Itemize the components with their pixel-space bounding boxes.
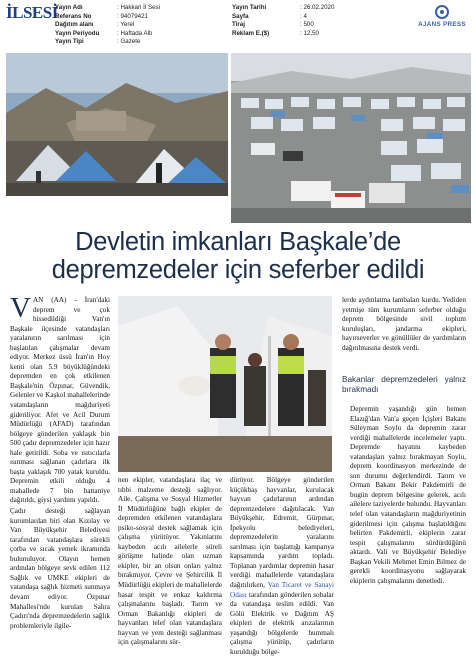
paragraph-text: tarafından gönderilen sobalar da vatandaşa teslim edildi. Van Gölü Elektrik ve Dağıtım AŞ ekipleri de elektrik arızalarının yaşandığı bölgelerde hummalı çalışma yürütüp, çadırların kurulduğu bölge- — [230, 590, 334, 656]
tent-camp-image — [231, 53, 471, 223]
meta-row — [55, 4, 160, 13]
headline-line-1: Devletin imkanları Başkale’de — [75, 228, 401, 256]
drop-cap: V — [10, 292, 31, 324]
meta-key: Referans No — [55, 12, 92, 20]
meta-row — [55, 13, 160, 22]
highlighted-organization: Van Ticaret ve Sanayi Odası — [230, 581, 334, 599]
paragraph-text: dürüyor. Bölgeye gönderilen küçükbaş hayvanlar, kurulacak hayvan çadırlarının ardından depremzedelere dağıtılacak. Van Büyükşehir, Edremit, Gürpınar, İpekyolu belediyeleri, depremzedelerin yaralarını sarılması için başlattığı kampanya kapsamında yardım topladı. Toplanan yardımlar depremin hasar verdiği mahallelerde vatandaşlara dağıtılırken, — [230, 476, 334, 590]
article-column-2 — [118, 476, 222, 649]
article-column-3 — [230, 476, 334, 658]
meta-row — [232, 21, 334, 30]
headline-line-2: depremzedeler için seferber edildi — [51, 256, 425, 284]
meta-value: : 4 — [300, 12, 307, 20]
paragraph-text: AN (AA) - İran'daki deprem ve çok hissedildiği Van'ın Başkale ilçesinde vatandaşları yaralanırın sarılması için başlatılan çalışmalar devam ediyor. Merkez üssü İran'ın Hoy kenti olan 5.9 büyüklüğündeki depremden en çok etkilenen Başkale'nin Özpınar, Güvendik, Gelenler ve Kaşkol mahallelerinde vatandaşların mağduriyeti gideriliyor. Afet ve Acil Durum Müdürlüğü (AFAD) tarafından bölgeye gönderilen yaklaşık bin 500 çadır depremzedeler için hazır hale getirildi. Soba ve ısıtıcılarla ısınması sağlanan çadırlara ilk başta yaklaşık 700 yatak kuruldu. Depremin etkili olduğu 4 mahallede 7 bin battaniye dağıtıldı, giysi yardımı yapıldı. — [10, 296, 110, 505]
meta-value: : 12,50 — [300, 29, 319, 37]
article-column-4-bottom — [350, 405, 466, 587]
meta-value: : Haftada Altı — [117, 29, 153, 37]
publication-meta-right — [232, 4, 334, 38]
article-paragraph — [230, 476, 334, 657]
meta-row — [55, 21, 160, 30]
article-column-4-top — [342, 296, 466, 354]
newspaper-logo — [6, 3, 58, 23]
meta-value: : 94079421 — [117, 12, 148, 20]
tents-rubble-image — [6, 53, 228, 196]
meta-key: Yayın Tarihi — [232, 4, 267, 11]
article-paragraph: Depremin yaşandığı gün hemen Elazığ'dan Van'a geçen İçişleri Bakanı Süleyman Soylu da depremin zarar verdiği mahallelerde incelemeler yaptı. Depremde hayatını kaybeden vatandaşları yalnız bırakmayan Soylu, deprem koordinasyon merkezinde de son durumu değerlendirdi. Tarım ve Orman Bakanı Bekir Pakdemirli de bugün deprem bölgesine gelerek, acılı ailelere taziyelerde bulundu. Hayvanları telef olan vatandaşların mağduriyetinin giderilmesi için çalışma başlatıldığını belirten Pakdemirli, ekiplerin zarar tespit çalışmalarını sürdürdüğünü aktardı. Vali ve Büyükşehir Belediye Başkan Vekili Mehmet Emin Bilmez de gerekli koordinasyonu sağlayarak ekiplerin çalışmalarını denetledi. — [350, 405, 466, 585]
photo-aid-workers — [118, 296, 332, 472]
meta-row — [232, 4, 334, 13]
meta-key: Reklam E.($) — [232, 29, 270, 37]
photo-tents-rubble — [6, 53, 228, 196]
article-subheading: Bakanlar depremzedeleri yalnız bırakmadı — [342, 375, 466, 394]
meta-value: : Gazete — [117, 38, 141, 46]
meta-key: Yayın Adı — [55, 4, 83, 11]
agency-logo-icon — [435, 5, 449, 19]
meta-row — [232, 30, 334, 39]
article-subhead-block — [342, 375, 466, 395]
meta-key: Dağıtım alanı — [55, 21, 94, 29]
meta-key: Yayın Periyodu — [55, 29, 100, 37]
article-column-1 — [10, 292, 110, 632]
clipping-header — [0, 0, 476, 50]
article-headline — [0, 228, 476, 284]
meta-value: : Yerel — [117, 21, 135, 29]
logo-text: İLSESİ — [6, 3, 58, 22]
meta-value: : 500 — [300, 21, 314, 29]
meta-row — [232, 13, 334, 22]
meta-value: : Hakkari İl Sesi — [117, 4, 160, 11]
article-paragraph: nen ekipler, vatandaşlara ilaç ve tıbbi malzeme desteği sağlıyor. Aile, Çalışma ve Sosyal Hizmetler İl Müdürlüğüne bağlı ekipler de depremden etkilenen vatandaşlara psiko-sosyal destek sağlamak için çalışma yürütüyor. Yakınlarını kaybeden acılı ailelerle süreli görüşme halinde olan uzman ekipler, bir an olsun onları yalnız bırakmıyor. Çevre ve Şehircilik İl Müdürlüğü ekipleri de mahallelerde hasar tespit ve enkaz kaldırma çalışmalarını başladı. Tarım ve Orman Bakanlığı ekipleri de hayvanları telef olan vatandaşlara hayvan ve yem desteği sağlanması için çalışmalarını sür- — [118, 476, 222, 647]
meta-value: : 26.02.2020 — [300, 4, 335, 11]
article-paragraph — [10, 292, 110, 506]
photo-tent-camp — [231, 53, 471, 223]
meta-key: Yayın Tipi — [55, 38, 84, 46]
meta-key: Sayfa — [232, 12, 249, 20]
meta-row — [55, 38, 160, 47]
agency-badge — [414, 5, 470, 28]
aid-workers-image — [118, 296, 332, 472]
meta-row — [55, 30, 160, 39]
article-paragraph: Çadır desteği sağlayan kurumlardan biri olan Kızılay ve Van Büyükşehir Belediyesi tarafından vatandaşlara sürekli çorba ve sıcak yemek ikramında bulunuluyor. Olayın hemen ardından bölgeye sevk edilen 112 Sağlık ve UMKE ekipleri de vatandaşa sağlık hizmeti sunmaya devam ediyor. Özpınar Mahallesi'nde kurulan Sahra Çadırı'nda depremzedelerin sağlık problemleriyle ilgile- — [10, 507, 110, 630]
article-paragraph: lerde aydınlatma lambaları kurdu. Yediden yetmişe tüm kurumların seferber olduğu deprem bölgesinde sivil toplum kuruluşları, jandarma ekipleri, hayırseverler ve gönüllüler de yardımların dağıtılmasına destek verdi. — [342, 296, 466, 352]
meta-key: Tiraj — [232, 21, 245, 29]
publication-meta-left — [55, 4, 160, 47]
agency-name: AJANS PRESS — [418, 21, 466, 28]
